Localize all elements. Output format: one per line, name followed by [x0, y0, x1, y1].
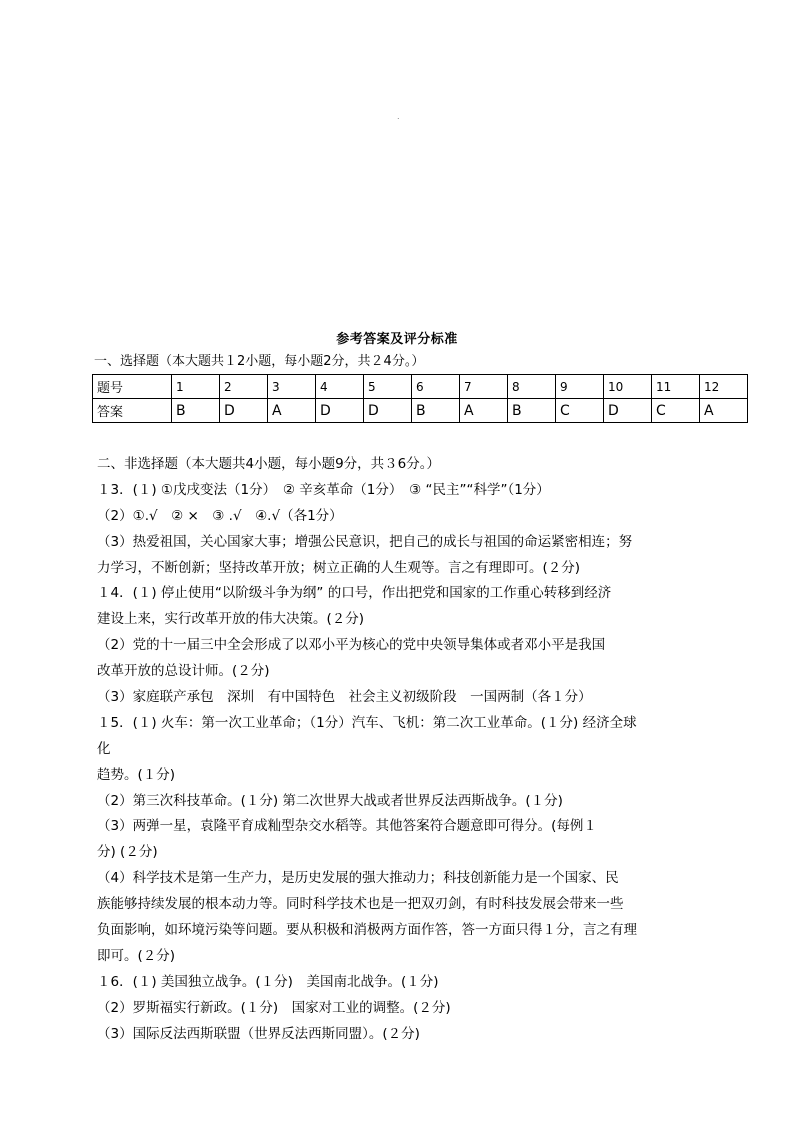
question-number: 8	[508, 375, 556, 399]
answer-line: １3．(１) ①戊戌变法（1分） ② 辛亥革命（1分） ③ “民主”“科学”（1分）	[97, 481, 550, 498]
answer-line: １4．(１) 停止使用“以阶级斗争为纲” 的口号，作出把党和国家的工作重心转移到经济	[97, 585, 612, 602]
section2-body	[97, 452, 697, 1047]
answer-line: 负面影响，如环境污染等问题。要从积极和消极两方面作答，答一方面只得１分，言之有理	[97, 922, 637, 939]
answer-cell: A	[268, 399, 316, 423]
question-number: 9	[556, 375, 604, 399]
answer-cell: D	[604, 399, 652, 423]
question-number: 11	[652, 375, 700, 399]
question-number-row	[93, 375, 748, 399]
answer-line: （3）热爱祖国，关心国家大事；增强公民意识，把自己的成长与祖国的命运紧密相连；努	[97, 533, 633, 550]
question-number: 12	[700, 375, 748, 399]
answer-cell: D	[220, 399, 268, 423]
answer-cell: A	[700, 399, 748, 423]
header-mark: .	[397, 112, 400, 121]
answer-line: （4）科学技术是第一生产力，是历史发展的强大推动力；科技创新能力是一个国家、民	[97, 870, 619, 887]
question-number: 7	[460, 375, 508, 399]
answer-table	[92, 374, 748, 423]
question-number: 2	[220, 375, 268, 399]
answer-line: 力学习，不断创新；坚持改革开放；树立正确的人生观等。言之有理即可。(２分)	[97, 559, 581, 576]
answer-cell: B	[412, 399, 460, 423]
answer-line: 即可。(２分)	[97, 947, 176, 964]
answer-line: 化	[97, 740, 111, 757]
answer-line: （2）①.√ ② × ③ .√ ④.√（各1分）	[97, 507, 343, 524]
question-number: 1	[172, 375, 220, 399]
answer-line: １5．(１) 火车：第一次工业革命；（1分）汽车、飞机：第二次工业革命。(１分) 经济全球	[97, 714, 637, 731]
question-number: 10	[604, 375, 652, 399]
answer-line: （2）党的十一届三中全会形成了以邓小平为核心的党中央领导集体或者邓小平是我国	[97, 637, 606, 654]
page-title: 参考答案及评分标准	[336, 332, 458, 347]
answer-cell: D	[364, 399, 412, 423]
answer-line: 建设上来，实行改革开放的伟大决策。(２分)	[97, 611, 365, 628]
row-label-number: 题号	[93, 375, 172, 399]
question-number: 3	[268, 375, 316, 399]
answer-line: （3）家庭联产承包 深圳 有中国特色 社会主义初级阶段 一国两制（各１分）	[97, 689, 592, 706]
section2-heading: 二、非选择题（本大题共4小题，每小题9分，共３6分。）	[97, 456, 441, 472]
section1-heading: 一、选择题（本大题共１2小题，每小题2分，共２4分。）	[94, 354, 425, 369]
answer-cell: C	[556, 399, 604, 423]
answer-cell: A	[460, 399, 508, 423]
answer-cell: B	[508, 399, 556, 423]
question-number: 6	[412, 375, 460, 399]
answer-line: （2）罗斯福实行新政。(１分) 国家对工业的调整。(２分)	[97, 999, 451, 1016]
answer-line: 族能够持续发展的根本动力等。同时科学技术也是一把双刃剑，有时科技发展会带来一些	[97, 896, 624, 913]
question-number: 4	[316, 375, 364, 399]
answer-line: 分) (２分)	[97, 844, 158, 861]
row-label-answer: 答案	[93, 399, 172, 423]
answer-line: （2）第三次科技革命。(１分) 第二次世界大战或者世界反法西斯战争。(１分)	[97, 792, 563, 809]
answer-line: 改革开放的总设计师。(２分)	[97, 663, 270, 680]
answer-line: （3）两弹一星，袁隆平育成籼型杂交水稻等。其他答案符合题意即可得分。(每例１	[97, 818, 597, 835]
answer-row	[93, 399, 748, 423]
answer-cell: C	[652, 399, 700, 423]
answer-cell: D	[316, 399, 364, 423]
answer-cell: B	[172, 399, 220, 423]
question-number: 5	[364, 375, 412, 399]
answer-line: （3）国际反法西斯联盟（世界反法西斯同盟）。(２分)	[97, 1025, 420, 1042]
answer-line: １6．(１) 美国独立战争。(１分) 美国南北战争。(１分)	[97, 973, 439, 990]
answer-line: 趋势。(１分)	[97, 766, 176, 783]
